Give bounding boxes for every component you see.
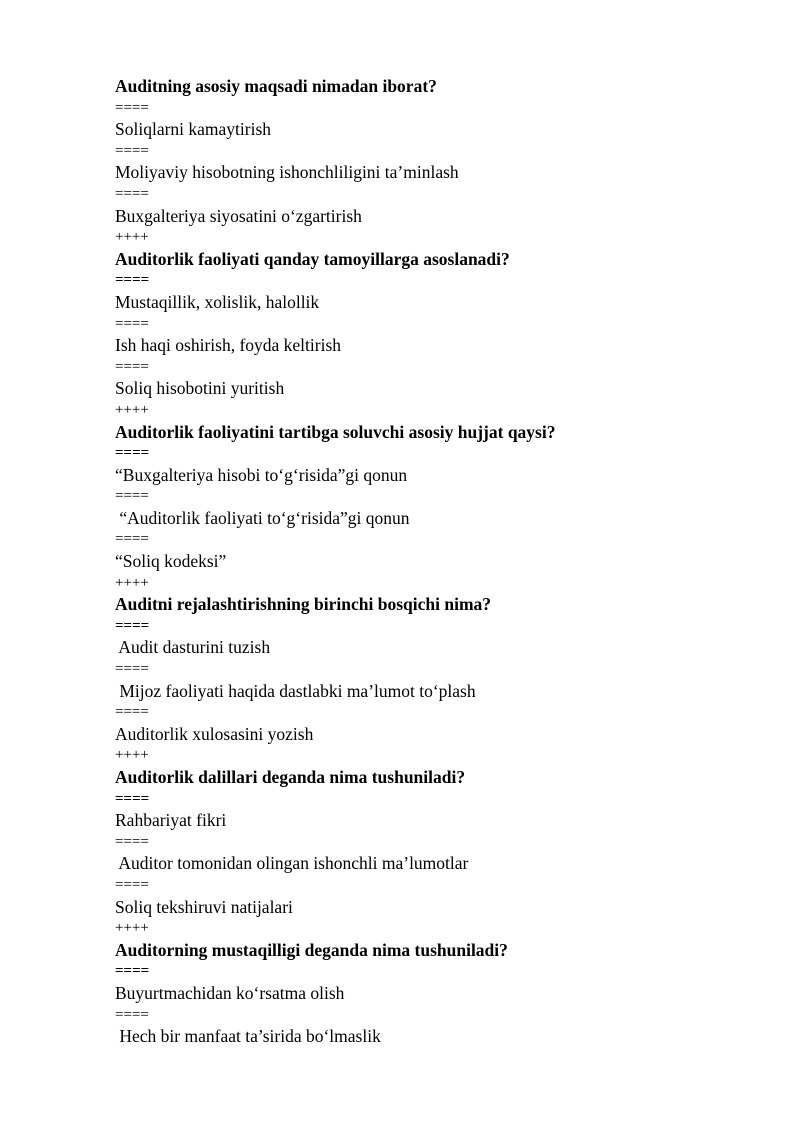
- question-text: Auditorlik faoliyati qanday tamoyillarga asoslanadi?: [115, 248, 510, 269]
- answer-option: Soliq tekshiruvi natijalari: [115, 896, 293, 917]
- separator: ====: [115, 617, 150, 634]
- answer-option: “Soliq kodeksi”: [115, 551, 227, 572]
- answer-option: Rahbariyat fikri: [115, 810, 227, 831]
- separator: ====: [115, 142, 149, 159]
- separator: ====: [115, 315, 149, 332]
- separator: ++++: [115, 574, 149, 591]
- separator: ====: [115, 833, 149, 850]
- separator: ++++: [115, 401, 149, 418]
- document-page: [115, 76, 715, 1048]
- answer-option: “Auditorlik faoliyati to‘g‘risida”gi qonun: [115, 507, 410, 528]
- separator: ++++: [115, 747, 149, 764]
- question-text: Auditorlik dalillari deganda nima tushuniladi?: [115, 767, 466, 787]
- separator: ++++: [115, 229, 149, 246]
- question-text: Auditni rejalashtirishning birinchi bosqichi nima?: [115, 594, 492, 615]
- question-text: Auditning asosiy maqsadi nimadan iborat?: [115, 76, 437, 96]
- separator: ====: [115, 963, 150, 980]
- question-text: Auditorning mustaqilligi deganda nima tushuniladi?: [115, 939, 508, 960]
- answer-option: Moliyaviy hisobotning ishonchliligini ta’minlash: [115, 162, 459, 183]
- answer-option: Auditorlik xulosasini yozish: [115, 723, 314, 744]
- separator: ====: [115, 790, 150, 807]
- separator: ====: [115, 358, 149, 375]
- separator: ====: [115, 876, 149, 893]
- answer-option: Auditor tomonidan olingan ishonchli ma’lumotlar: [115, 853, 469, 874]
- separator: ====: [115, 99, 149, 116]
- separator: ====: [115, 488, 149, 505]
- separator: ====: [115, 704, 149, 721]
- answer-option: Mustaqillik, xolislik, halollik: [115, 291, 320, 312]
- answer-option: Soliq hisobotini yuritish: [115, 378, 285, 399]
- answer-option: Soliqlarni kamaytirish: [115, 119, 272, 140]
- separator: ++++: [115, 920, 149, 937]
- answer-option: Ish haqi oshirish, foyda keltirish: [115, 335, 342, 356]
- answer-option: Buxgalteriya siyosatini o‘zgartirish: [115, 205, 362, 226]
- answer-option: Hech bir manfaat ta’sirida bo‘lmaslik: [115, 1026, 381, 1047]
- answer-option: Mijoz faoliyati haqida dastlabki ma’lumot to‘plash: [115, 680, 476, 701]
- separator: ====: [115, 445, 150, 462]
- separator: ====: [115, 272, 150, 289]
- separator: ====: [115, 1006, 149, 1023]
- separator: ====: [115, 185, 149, 202]
- answer-option: “Buxgalteriya hisobi to‘g‘risida”gi qonun: [115, 464, 408, 485]
- separator: ====: [115, 531, 149, 548]
- separator: ====: [115, 661, 149, 678]
- question-text: Auditorlik faoliyatini tartibga soluvchi asosiy hujjat qaysi?: [115, 421, 556, 442]
- answer-option: Audit dasturini tuzish: [115, 637, 271, 658]
- answer-option: Buyurtmachidan ko‘rsatma olish: [115, 982, 345, 1003]
